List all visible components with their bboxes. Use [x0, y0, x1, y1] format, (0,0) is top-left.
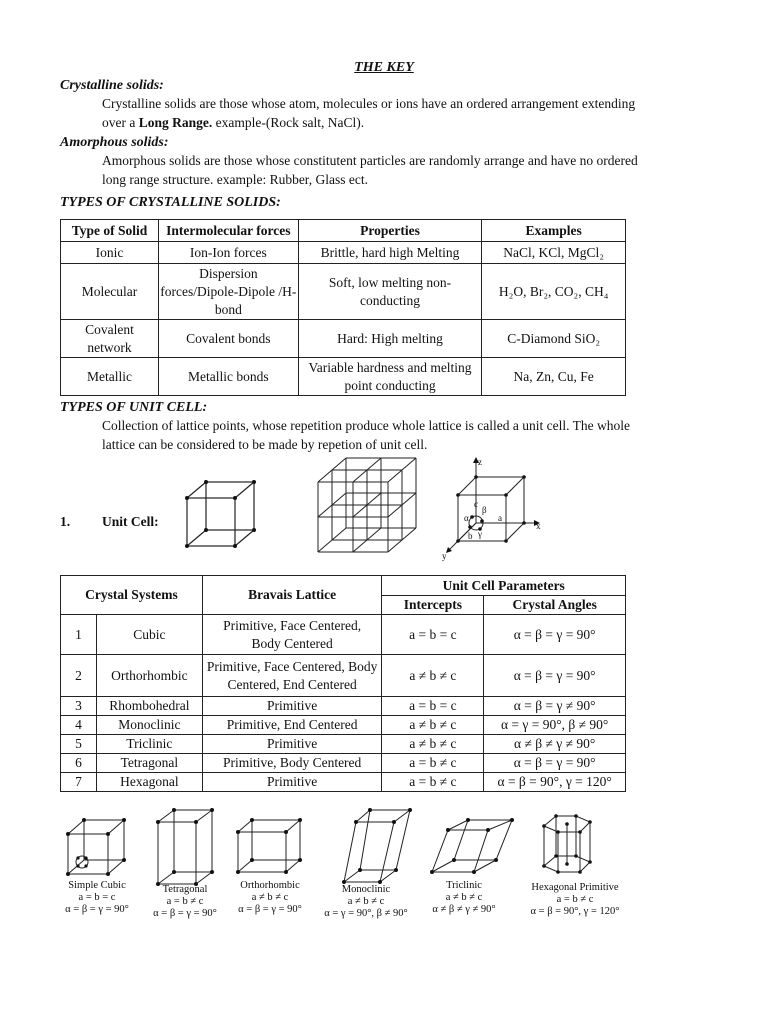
cell-intercepts: a ≠ b ≠ c	[382, 735, 484, 754]
cell-lattice: Primitive, End Centered	[202, 716, 382, 735]
cell-number: 7	[61, 773, 97, 792]
caption-name: Orthorhombic	[240, 880, 300, 891]
crystalline-definition	[102, 95, 662, 132]
caption-name: Simple Cubic	[68, 880, 126, 891]
cell-angles: α = γ = 90°, β ≠ 90°	[484, 716, 626, 735]
cell-intercepts: a ≠ b ≠ c	[382, 716, 484, 735]
header-bravais-lattice: Bravais Lattice	[202, 576, 382, 615]
solids-table	[60, 219, 626, 396]
cell-number: 3	[61, 697, 97, 716]
cell-lattice: Primitive	[202, 735, 382, 754]
cell-type: Covalent network	[61, 320, 159, 358]
caption-intercepts: a ≠ b ≠ c	[347, 896, 385, 907]
cell-intercepts: a = b ≠ c	[382, 773, 484, 792]
axis-label-y: y	[442, 551, 447, 561]
header-examples: Examples	[482, 220, 626, 242]
cell-intercepts: a = b ≠ c	[382, 754, 484, 773]
cell-number: 1	[61, 615, 97, 655]
caption-simple-cubic	[50, 880, 144, 916]
cell-type: Metallic	[61, 358, 159, 396]
cell-properties: Brittle, hard high Melting	[298, 242, 482, 264]
axis-label-c: c	[474, 499, 478, 509]
caption-hexagonal	[518, 882, 632, 918]
cell-system: Rhombohedral	[96, 697, 202, 716]
header-type: Type of Solid	[61, 220, 159, 242]
caption-orthorhombic	[224, 880, 316, 916]
caption-angles: α = γ = 90°, β ≠ 90°	[324, 908, 408, 919]
simple-cube-diagram	[180, 478, 270, 552]
cell-angles: α = β = 90°, γ = 120°	[484, 773, 626, 792]
item-number: 1.	[60, 514, 71, 529]
cell-type: Ionic	[61, 242, 159, 264]
cell-number: 5	[61, 735, 97, 754]
monoclinic-figure	[340, 806, 418, 886]
caption-tetragonal	[140, 884, 230, 920]
cell-examples: NaCl, KCl, MgCl₂	[482, 242, 626, 264]
table-row	[61, 716, 626, 735]
cell-system: Tetragonal	[96, 754, 202, 773]
axis-label-a: a	[498, 513, 502, 523]
caption-angles: α = β = γ = 90°	[238, 904, 302, 915]
cell-number: 2	[61, 655, 97, 697]
caption-angles: α = β = γ = 90°	[153, 908, 217, 919]
cell-forces: Dispersion forces/Dipole-Dipole /H-bond	[158, 264, 298, 320]
cell-angles: α ≠ β ≠ γ ≠ 90°	[484, 735, 626, 754]
caption-angles: α = β = 90°, γ = 120°	[530, 906, 620, 917]
caption-intercepts: a = b ≠ c	[166, 896, 204, 907]
systems-table-header	[61, 576, 626, 596]
crystalline-text-1: Crystalline solids are those whose atom, molecules or ions have an ordered arrangement extending over a	[102, 96, 636, 130]
table-row	[61, 735, 626, 754]
tetragonal-figure	[154, 806, 216, 888]
cell-forces: Metallic bonds	[158, 358, 298, 396]
crystalline-heading: Crystalline solids:	[60, 78, 164, 93]
cell-lattice: Primitive	[202, 773, 382, 792]
cell-lattice: Primitive, Face Centered, Body Centered	[202, 615, 382, 655]
cell-intercepts: a ≠ b ≠ c	[382, 655, 484, 697]
caption-angles: α = β = γ = 90°	[65, 904, 129, 915]
caption-name: Monoclinic	[341, 884, 391, 895]
hexagonal-figure	[536, 810, 598, 880]
cell-lattice: Primitive, Body Centered	[202, 754, 382, 773]
caption-triclinic	[418, 880, 510, 916]
cell-angles: α = β = γ ≠ 90°	[484, 697, 626, 716]
cell-system: Cubic	[96, 615, 202, 655]
cell-examples: Na, Zn, Cu, Fe	[482, 358, 626, 396]
table-row	[61, 615, 626, 655]
caption-intercepts: a = b ≠ c	[556, 894, 594, 905]
cell-properties: Soft, low melting non-conducting	[298, 264, 482, 320]
crystalline-text-bold: Long Range.	[138, 114, 213, 130]
cell-angles: α = β = γ = 90°	[484, 754, 626, 773]
cell-lattice: Primitive, Face Centered, Body Centered, End Centered	[202, 655, 382, 697]
caption-intercepts: a = b = c	[78, 892, 116, 903]
cell-type: Molecular	[61, 264, 159, 320]
caption-name: Triclinic	[446, 880, 482, 891]
amorphous-definition: Amorphous solids are those whose constitutent particles are randomly arrange and have no ordered long range structure. example: Rubber, Glass ect.	[102, 153, 638, 187]
table-row	[61, 655, 626, 697]
simple-cubic-figure	[62, 816, 132, 878]
table-row	[61, 754, 626, 773]
cell-examples: H₂O, Br₂, CO₂, CH₄	[482, 264, 626, 320]
cell-examples: C-Diamond SiO₂	[482, 320, 626, 358]
table-row	[61, 320, 626, 358]
table-row	[61, 773, 626, 792]
cell-angles: α = β = γ = 90°	[484, 655, 626, 697]
solids-table-header	[61, 220, 626, 242]
cell-system: Monoclinic	[96, 716, 202, 735]
cell-intercepts: a = b = c	[382, 615, 484, 655]
header-forces: Intermolecular forces	[158, 220, 298, 242]
caption-name: Tetragonal	[162, 884, 208, 895]
cell-number: 4	[61, 716, 97, 735]
cell-properties: Variable hardness and melting point conducting	[298, 358, 482, 396]
table-row	[61, 264, 626, 320]
header-crystal-angles: Crystal Angles	[484, 596, 626, 615]
header-crystal-systems: Crystal Systems	[61, 576, 203, 615]
cell-intercepts: a = b = c	[382, 697, 484, 716]
cell-angles: α = β = γ = 90°	[484, 615, 626, 655]
axis-label-b: b	[468, 531, 473, 541]
caption-intercepts: a ≠ b ≠ c	[445, 892, 483, 903]
cell-system: Orthorhombic	[96, 655, 202, 697]
cell-properties: Hard: High melting	[298, 320, 482, 358]
cell-lattice: Primitive	[202, 697, 382, 716]
crystal-systems-table	[60, 575, 626, 792]
amorphous-heading: Amorphous solids:	[60, 135, 169, 150]
triclinic-figure	[428, 816, 518, 878]
unit-cell-heading: TYPES OF UNIT CELL:	[60, 400, 208, 415]
angle-alpha: α	[464, 513, 469, 523]
page-title: THE KEY	[354, 60, 414, 75]
types-heading: TYPES OF CRYSTALLINE SOLIDS:	[60, 195, 281, 210]
cell-forces: Ion-Ion forces	[158, 242, 298, 264]
cell-system: Triclinic	[96, 735, 202, 754]
angle-beta: β	[482, 505, 487, 515]
header-unit-cell-parameters: Unit Cell Parameters	[382, 576, 626, 596]
caption-intercepts: a ≠ b ≠ c	[251, 892, 289, 903]
header-intercepts: Intercepts	[382, 596, 484, 615]
cell-number: 6	[61, 754, 97, 773]
cell-system: Hexagonal	[96, 773, 202, 792]
cell-forces: Covalent bonds	[158, 320, 298, 358]
header-properties: Properties	[298, 220, 482, 242]
table-row	[61, 697, 626, 716]
axis-label-z: z	[478, 457, 482, 467]
caption-angles: α ≠ β ≠ γ ≠ 90°	[432, 904, 496, 915]
orthorhombic-figure	[234, 816, 306, 876]
angle-gamma: γ	[478, 529, 482, 539]
lattice-diagram	[312, 456, 424, 572]
unit-cell-definition: Collection of lattice points, whose repetition produce whole lattice is called a unit cell. The whole lattice can be considered to be made by repetion of unit cell.	[102, 418, 630, 452]
crystalline-text-2: example-(Rock salt, NaCl).	[212, 114, 365, 130]
item-label: Unit Cell:	[102, 514, 159, 529]
table-row	[61, 358, 626, 396]
caption-monoclinic	[314, 884, 418, 920]
axis-label-x: x	[536, 521, 541, 531]
table-row	[61, 242, 626, 264]
caption-name: Hexagonal Primitive	[531, 882, 619, 893]
axis-cube-diagram	[438, 455, 548, 563]
